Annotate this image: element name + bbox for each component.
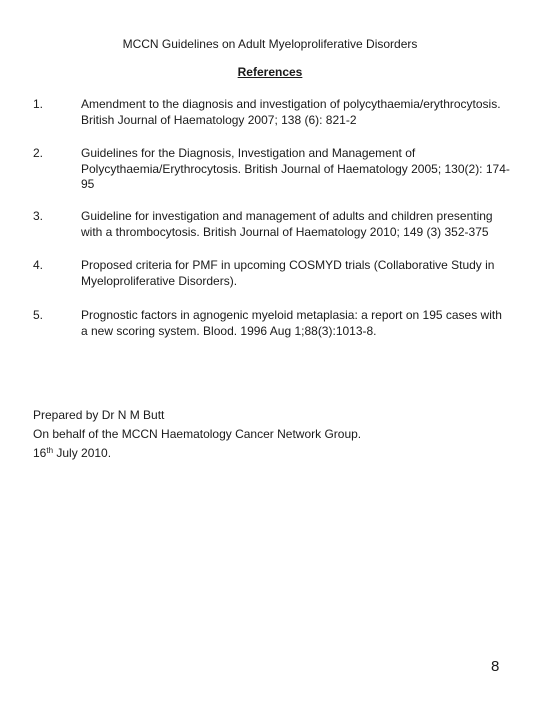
reference-number: 4. (33, 258, 44, 272)
page-number: 8 (491, 658, 500, 675)
reference-text: Proposed criteria for PMF in upcoming COSMYD trials (Collaborative Study in Myeloproliferative Disorders). (81, 258, 495, 288)
reference-text: Guidelines for the Diagnosis, Investigation and Management of Polycythaemia/Erythrocytosis. British Journal of Haematology 2005; 130(2): 174-95 (81, 146, 510, 191)
reference-number: 2. (33, 146, 44, 160)
reference-text: Guideline for investigation and management of adults and children presenting with a thrombocytosis. British Journal of Haematology 2010; 149 (3) 352-375 (81, 209, 493, 239)
on-behalf-line: On behalf of the MCCN Haematology Cancer Network Group. (33, 427, 362, 441)
document-header-title: MCCN Guidelines on Adult Myeloproliferative Disorders (122, 37, 418, 51)
reference-number: 5. (33, 308, 44, 322)
prepared-by-line: Prepared by Dr N M Butt (33, 408, 165, 422)
date-rest: July 2010. (53, 446, 112, 460)
reference-number: 1. (33, 97, 44, 111)
date-ordinal-suffix: th (46, 446, 54, 455)
reference-number: 3. (33, 209, 44, 223)
reference-text: Amendment to the diagnosis and investigation of polycythaemia/erythrocytosis. British Journal of Haematology 2007; 138 (6): 821-2 (81, 97, 501, 127)
prepared-by-block (33, 406, 493, 463)
date-day: 16 (33, 446, 47, 460)
reference-text: Prognostic factors in agnogenic myeloid metaplasia: a report on 195 cases with a new scoring system. Blood. 1996 Aug 1;88(3):1013-8. (81, 308, 502, 338)
references-heading: References (237, 65, 303, 79)
prepared-date (33, 444, 493, 463)
